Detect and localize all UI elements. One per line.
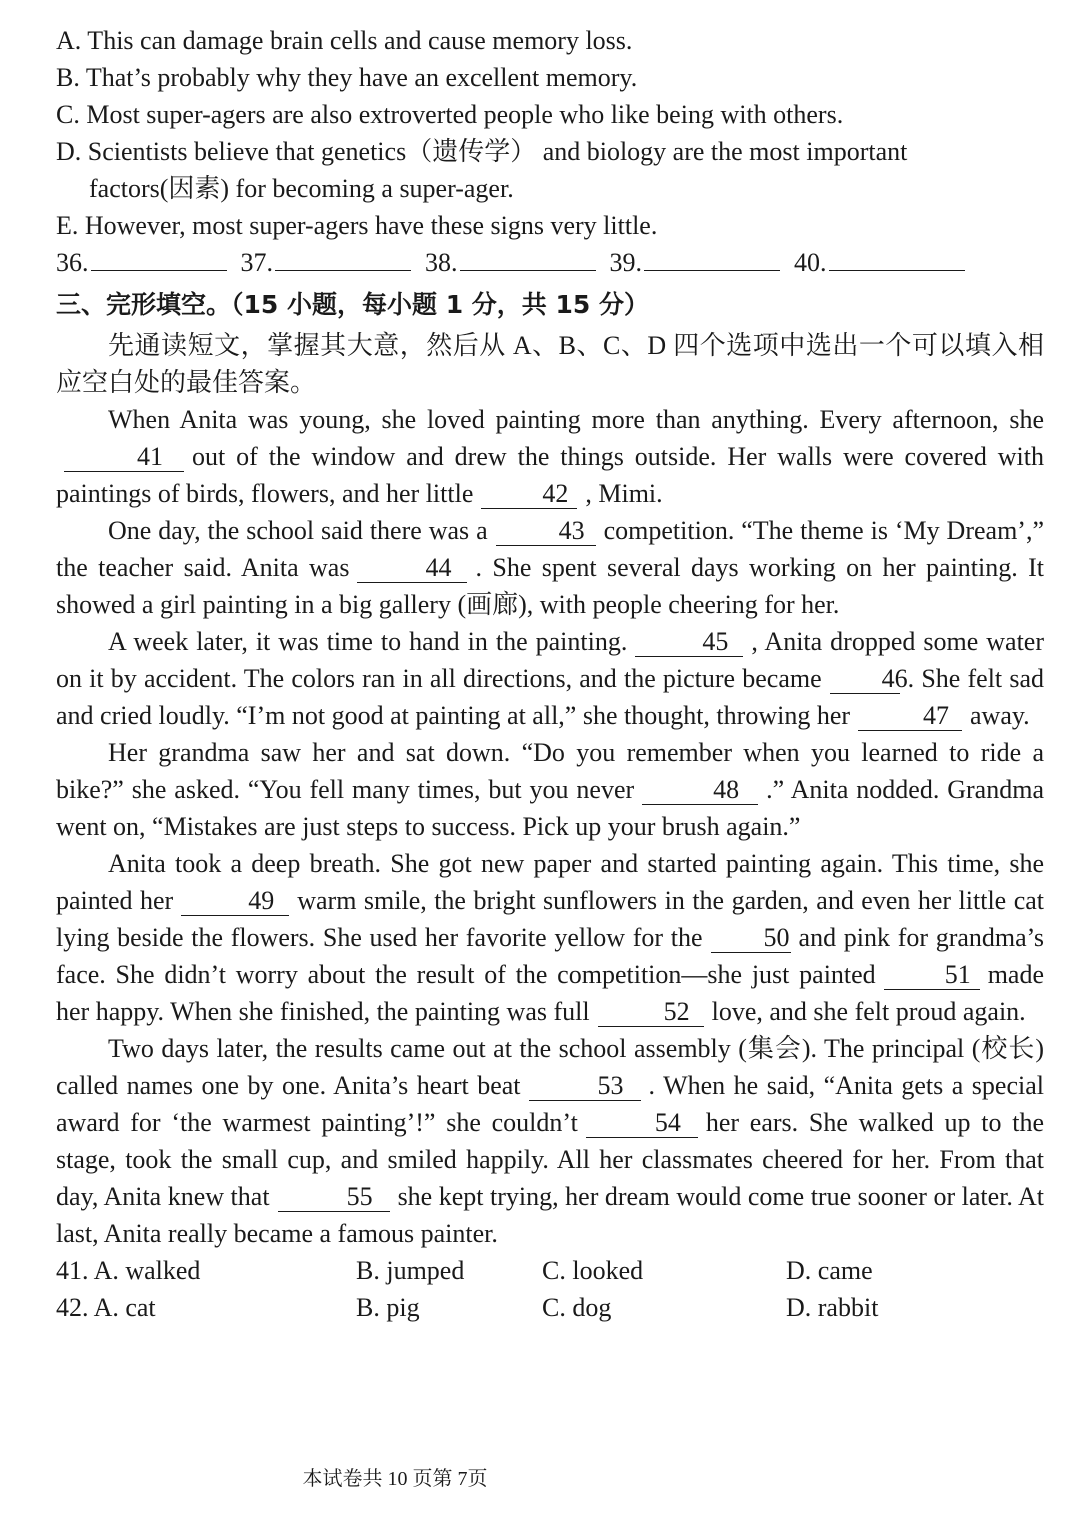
option-c: C. Most super-agers are also extroverted people who like being with others. bbox=[56, 100, 844, 129]
blank-52[interactable]: 52 bbox=[598, 998, 704, 1027]
blank-50[interactable]: 50 bbox=[711, 924, 791, 953]
exam-page bbox=[56, 22, 1044, 1326]
answer-38[interactable]: 38. bbox=[425, 244, 596, 281]
question-42-options bbox=[56, 1289, 1044, 1326]
blank-55[interactable]: 55 bbox=[278, 1183, 390, 1212]
answer-37[interactable]: 37. bbox=[241, 244, 412, 281]
passage-paragraph-3: A week later, it was time to hand in the painting. 45 , Anita dropped some water on it by accident. The colors ran in all directions, and the picture became 46. She felt sad and cried loudly. “I’m not good at painting at all,” she thought, throwing her 47 away. bbox=[56, 627, 1044, 730]
q41-option-a[interactable]: 41. A. walked bbox=[56, 1256, 201, 1285]
instruction: 先通读短文，掌握其大意，然后从 A、B、C、D 四个选项中选出一个可以填入相应空白处的最佳答案。 bbox=[56, 331, 1044, 397]
passage-paragraph-1: When Anita was young, she loved painting more than anything. Every afternoon, she41 out of the window and drew the things outside. Her walls were covered with paintings of birds, flowers, and her little 42 , Mimi. bbox=[56, 405, 1044, 508]
blank-44[interactable]: 44 bbox=[357, 554, 467, 583]
option-b: B. That’s probably why they have an excellent memory. bbox=[56, 63, 638, 92]
q42-option-a[interactable]: 42. A. cat bbox=[56, 1293, 156, 1322]
q41-option-d[interactable]: D. came bbox=[786, 1256, 873, 1285]
answer-36[interactable]: 36. bbox=[56, 244, 227, 281]
option-d-continued: factors(因素) for becoming a super-ager. bbox=[89, 174, 514, 203]
blank-48[interactable]: 48 bbox=[642, 776, 758, 805]
q42-option-c[interactable]: C. dog bbox=[542, 1293, 612, 1322]
passage-paragraph-2: One day, the school said there was a 43 competition. “The theme is ‘My Dream’,” the teacher said. Anita was 44 . She spent several days working on her painting. It showed a girl painting in a big gallery (画廊), with people cheering for her. bbox=[56, 516, 1045, 619]
blank-53[interactable]: 53 bbox=[529, 1072, 641, 1101]
blank-54[interactable]: 54 bbox=[586, 1109, 698, 1138]
q42-option-d[interactable]: D. rabbit bbox=[786, 1293, 879, 1322]
answer-blanks-row bbox=[56, 244, 1044, 281]
q41-option-c[interactable]: C. looked bbox=[542, 1256, 644, 1285]
section-heading: 三、完形填空。（15 小题，每小题 1 分，共 15 分） bbox=[56, 290, 649, 319]
blank-47[interactable]: 47 bbox=[858, 702, 962, 731]
option-d: D. Scientists believe that genetics（遗传学） and biology are the most important bbox=[56, 137, 908, 166]
q42-option-b[interactable]: B. pig bbox=[356, 1293, 420, 1322]
passage-paragraph-5: Anita took a deep breath. She got new paper and started painting again. This time, she painted her 49 warm smile, the bright sunflowers in the garden, and even her little cat lying beside the flowers. She used her favorite yellow for the 50 and pink for grandma’s face. She didn’t worry about the result of the competition—she just painted 51 made her happy. When she finished, the painting was full 52 love, and she felt proud again. bbox=[56, 849, 1044, 1026]
blank-45[interactable]: 45 bbox=[635, 628, 743, 657]
answer-39[interactable]: 39. bbox=[610, 244, 781, 281]
blank-46[interactable]: 46 bbox=[830, 665, 900, 694]
blank-43[interactable]: 43 bbox=[496, 517, 596, 546]
blank-51[interactable]: 51 bbox=[884, 961, 980, 990]
q41-option-b[interactable]: B. jumped bbox=[356, 1256, 465, 1285]
blank-49[interactable]: 49 bbox=[181, 887, 289, 916]
page-footer: 本试卷共 10 页第 7页 bbox=[302, 1468, 488, 1490]
question-41-options bbox=[56, 1252, 1044, 1289]
answer-40[interactable]: 40. bbox=[794, 244, 965, 281]
blank-42[interactable]: 42 bbox=[481, 480, 577, 509]
passage-paragraph-6: Two days later, the results came out at the school assembly (集会). The principal (校长) called names one by one. Anita’s heart beat 53 . When he said, “Anita gets a special award for ‘the warmest painting’!” she couldn’t 54 her ears. She walked up to the stage, took the small cup, and smiled happily. All her classmates cheered for her. From that day, Anita knew that 55 she kept trying, her dream would come true sooner or later. At last, Anita really became a famous painter. bbox=[56, 1034, 1045, 1248]
option-a: A. This can damage brain cells and cause memory loss. bbox=[56, 26, 633, 55]
passage-paragraph-4: Her grandma saw her and sat down. “Do you remember when you learned to ride a bike?” she asked. “You fell many times, but you never 48 .” Anita nodded. Grandma went on, “Mistakes are just steps to success. Pick up your brush again.” bbox=[56, 738, 1044, 841]
blank-41[interactable]: 41 bbox=[64, 443, 184, 472]
option-e: E. However, most super-agers have these signs very little. bbox=[56, 211, 658, 240]
